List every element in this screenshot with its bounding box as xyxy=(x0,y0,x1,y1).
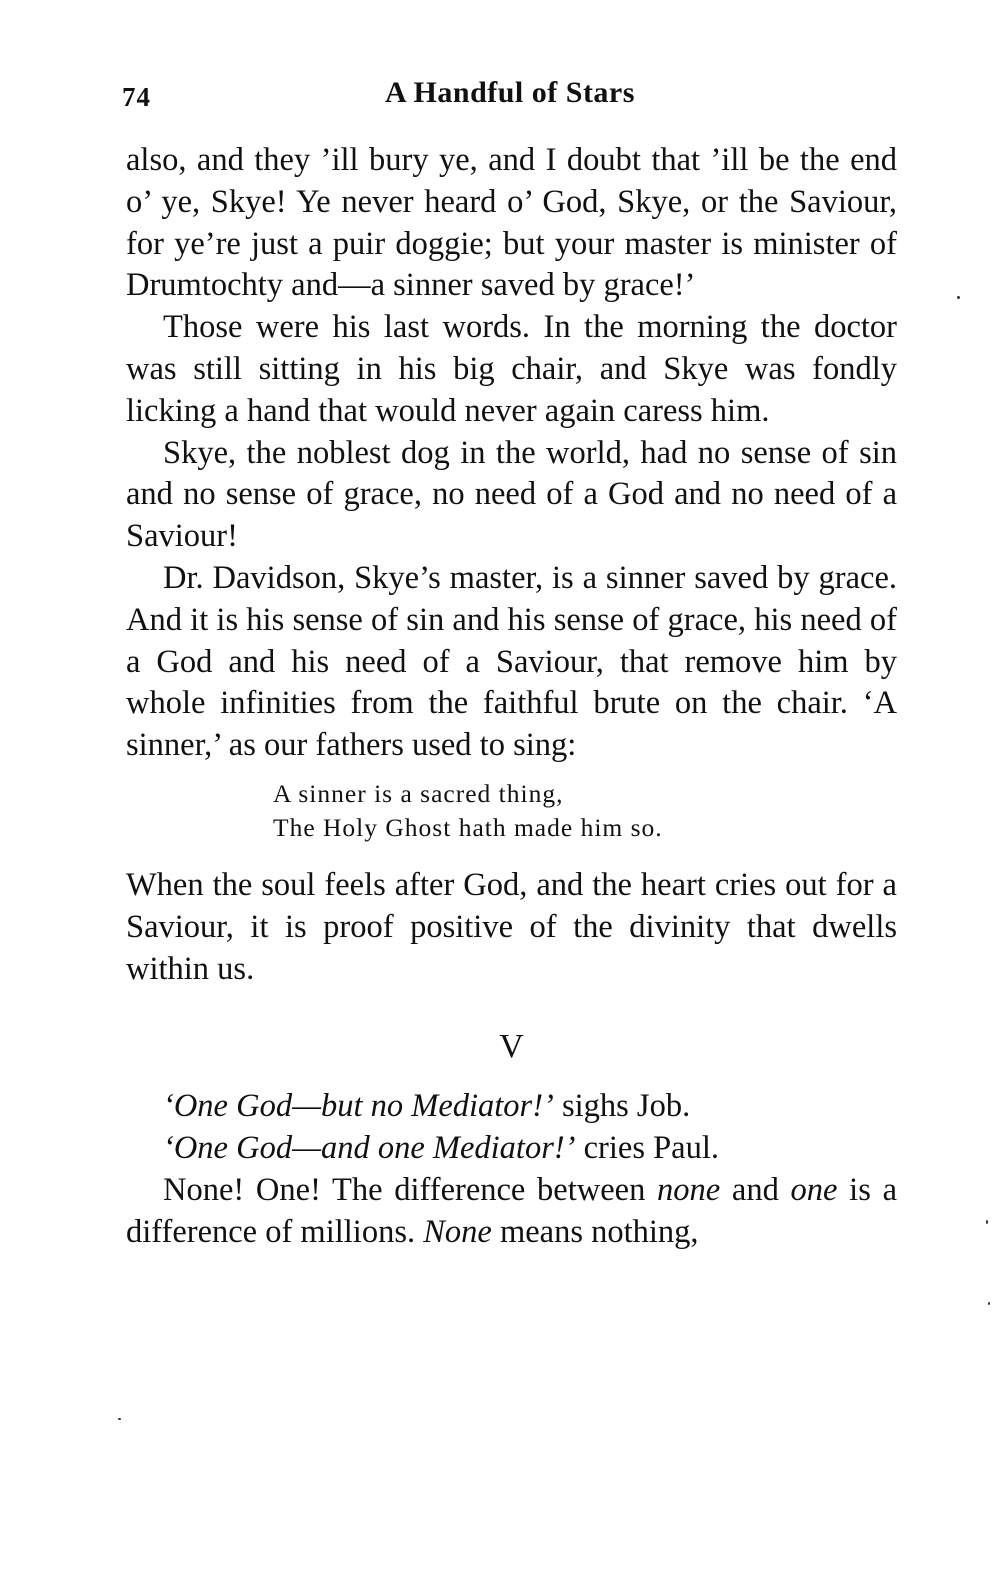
verse-line: The Holy Ghost hath made him so. xyxy=(273,812,663,842)
job-attribution: sighs Job. xyxy=(553,1088,691,1125)
scan-speck xyxy=(118,1418,121,1420)
scan-speck xyxy=(986,1220,988,1224)
paragraph-continuation: also, and they ’ill bury ye, and I doubt that ’ill be the end o’ ye, Skye! Ye never heard o’ God, Skye, or the Saviour, for ye’re just a puir doggie; but your master is minister of Drumtochty and—a sinner saved by grace!’ xyxy=(126,142,897,304)
page-number: 74 xyxy=(122,82,151,112)
text-run: None! One! The difference between xyxy=(163,1171,658,1208)
emphasis-none-capital: None xyxy=(423,1213,492,1250)
emphasis-none: none xyxy=(657,1171,721,1208)
paul-attribution: cries Paul. xyxy=(575,1130,720,1167)
text-run: means nothing, xyxy=(491,1213,699,1250)
paragraph-dr-davidson: Dr. Davidson, Skye’s master, is a sinner saved by grace. And it is his sense of sin and his sense of grace, his need of a God and his need of a Saviour, that remove him by whole infinities from the faithful brute on the chair. ‘A sinner,’ as our fathers used to sing: xyxy=(126,559,897,764)
body-text xyxy=(126,140,897,1254)
paragraph-skye-noblest-dog: Skye, the noblest dog in the world, had no sense of sin and no sense of grace, no need of a God and no need of a Saviour! xyxy=(126,434,897,555)
running-title: A Handful of Stars xyxy=(385,76,635,109)
paul-quote: ‘One God—and one Mediator!’ xyxy=(163,1130,576,1167)
verse-line: A sinner is a sacred thing, xyxy=(273,778,564,808)
paragraph-last-words: Those were his last words. In the morning the doctor was still sitting in his big chair, and Skye was fondly licking a hand that would never again caress him. xyxy=(126,309,897,429)
emphasis-one: one xyxy=(790,1171,838,1208)
section-heading: V xyxy=(499,1028,524,1066)
job-quote: ‘One God—but no Mediator!’ xyxy=(163,1088,554,1125)
paragraph-soul-feels-after-god: When the soul feels after God, and the heart cries out for a Saviour, it is proof positive of the divinity that dwells within us. xyxy=(126,866,897,987)
page-header xyxy=(122,72,898,122)
paragraph-none-one xyxy=(126,1170,897,1254)
text-run: and xyxy=(720,1171,791,1208)
scan-speck xyxy=(988,1302,990,1305)
line-job-sighs xyxy=(126,1086,897,1128)
verse-quotation xyxy=(273,777,897,845)
text-run: is a difference of millions. xyxy=(126,1171,897,1250)
scan-speck xyxy=(957,296,960,299)
line-paul-cries xyxy=(126,1128,897,1170)
